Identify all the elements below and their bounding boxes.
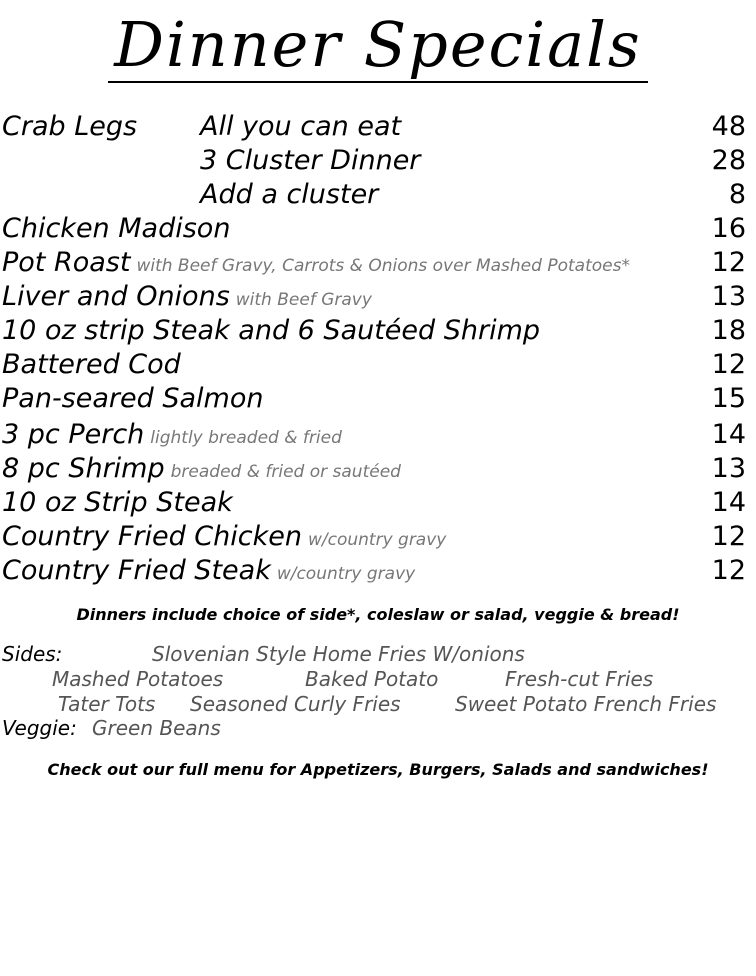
item-name: Pot Roast <box>2 247 131 278</box>
veggie-label: Veggie: <box>2 716 77 740</box>
side-item: Tater Tots <box>58 692 156 716</box>
side-item: Mashed Potatoes <box>52 667 224 691</box>
item-price: 18 <box>711 315 746 346</box>
item-price: 14 <box>711 419 746 450</box>
veggie-item: Green Beans <box>92 716 221 740</box>
item-price: 12 <box>711 349 746 380</box>
menu-item <box>2 418 746 452</box>
item-price: 15 <box>711 383 746 414</box>
item-price: 14 <box>711 487 746 518</box>
footer-note: Check out our full menu for Appetizers, Burgers, Salads and sandwiches! <box>47 760 709 779</box>
menu-item <box>2 452 746 486</box>
side-item: Sweet Potato French Fries <box>455 692 717 716</box>
crab-option-label: 3 Cluster Dinner <box>200 145 421 176</box>
item-name: 8 pc Shrimp <box>2 453 165 484</box>
item-desc: lightly breaded & fried <box>150 428 342 448</box>
item-name: Pan-seared Salmon <box>2 383 264 414</box>
menu-item <box>2 348 746 382</box>
item-price: 13 <box>711 281 746 312</box>
item-name: Country Fried Chicken <box>2 521 302 552</box>
item-name: 3 pc Perch <box>2 419 145 450</box>
item-price: 8 <box>728 179 746 210</box>
dinner-note: Dinners include choice of side*, coleslaw or salad, veggie & bread! <box>76 605 680 624</box>
side-item: Slovenian Style Home Fries W/onions <box>152 642 525 666</box>
item-price: 16 <box>711 213 746 244</box>
item-price: 12 <box>711 247 746 278</box>
item-desc: breaded & fried or sautéed <box>170 462 401 482</box>
crab-option-label: All you can eat <box>200 111 402 142</box>
item-name: Battered Cod <box>2 349 181 380</box>
menu-item <box>2 212 746 246</box>
menu-item <box>2 382 746 416</box>
item-desc: w/country gravy <box>276 564 416 584</box>
menu-item <box>2 486 746 520</box>
crab-option-label: Add a cluster <box>200 179 379 210</box>
menu-item <box>2 554 746 588</box>
item-name: Chicken Madison <box>2 213 231 244</box>
item-price: 13 <box>711 453 746 484</box>
item-desc: with Beef Gravy <box>235 290 372 310</box>
item-name: 10 oz strip Steak and 6 Sautéed Shrimp <box>2 315 541 346</box>
crab-option <box>2 178 746 212</box>
item-name: Country Fried Steak <box>2 555 271 586</box>
item-desc: w/country gravy <box>307 530 447 550</box>
item-name: Liver and Onions <box>2 281 230 312</box>
crab-option <box>2 144 746 178</box>
crab-option <box>200 110 746 144</box>
side-item: Seasoned Curly Fries <box>190 692 401 716</box>
item-price: 48 <box>711 111 746 142</box>
item-name: Crab Legs <box>2 111 138 142</box>
menu-item <box>2 280 746 314</box>
menu-title: Dinner Specials <box>108 8 647 83</box>
item-desc: with Beef Gravy, Carrots & Onions over Mashed Potatoes* <box>136 256 630 276</box>
menu-title-wrap <box>0 8 756 82</box>
item-price: 12 <box>711 555 746 586</box>
menu-item <box>2 314 746 348</box>
item-price: 12 <box>711 521 746 552</box>
side-item: Fresh-cut Fries <box>505 667 654 691</box>
item-price: 28 <box>711 145 746 176</box>
menu-item <box>2 520 746 554</box>
sides-label: Sides: <box>2 642 63 666</box>
menu-item <box>2 246 746 280</box>
side-item: Baked Potato <box>305 667 439 691</box>
item-name: 10 oz Strip Steak <box>2 487 233 518</box>
